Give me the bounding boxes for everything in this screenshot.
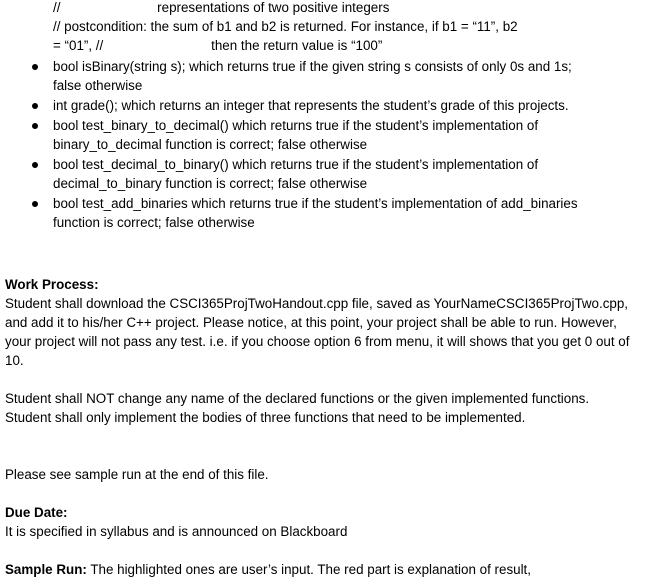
bullet-icon: [32, 123, 38, 129]
bullet-icon: [32, 103, 38, 109]
comment-line: // postcondition: the sum of b1 and b2 is returned. For instance, if b1 = “11”, b2: [53, 19, 518, 34]
sample-run-text: The highlighted ones are user’s input. The red part is explanation of result,: [86, 562, 531, 577]
work-process-paragraph: Student shall download the CSCI365ProjTwoHandout.cpp file, saved as YourNameCSCI365ProjTwo.cpp, and add it to his/her C++ project. Please notice, at this point, your project shall be able to run. However, your project will not pass any test. i.e. if you choose option 6 from menu, it will shows that you get 0 out of 10.: [5, 296, 630, 368]
due-date-heading: Due Date:: [5, 505, 68, 520]
list-item: int grade(); which returns an integer that represents the student’s grade of this projects.: [0, 96, 593, 115]
comment-line: // representations of two positive integers: [53, 0, 390, 15]
bullet-icon: [32, 64, 38, 70]
list-item: bool isBinary(string s); which returns true if the given string s consists of only 0s and 1s; false otherwise: [0, 57, 593, 95]
comment-line: = “01”, // then the return value is “100”: [53, 38, 383, 53]
list-item: bool test_binary_to_decimal() which returns true if the student’s implementation of binary_to_decimal function is correct; false otherwise: [0, 116, 593, 154]
function-bullet-list: [0, 57, 650, 233]
list-item: bool test_add_binaries which returns true if the student’s implementation of add_binaries function is correct; false otherwise: [0, 194, 593, 232]
bullet-icon: [32, 201, 38, 207]
sample-run-heading: Sample Run:: [5, 562, 87, 577]
sample-run-line: [5, 560, 635, 579]
sample-run-note: Please see sample run at the end of this file.: [5, 467, 269, 482]
work-process-paragraph: Student shall NOT change any name of the declared functions or the given implemented functions. Student shall only implement the bodies of three functions that need to be implemented.: [5, 391, 590, 425]
list-item: bool test_decimal_to_binary() which returns true if the student’s implementation of decimal_to_binary function is correct; false otherwise: [0, 155, 593, 193]
code-comment-block: [53, 0, 643, 55]
work-process-heading: Work Process:: [5, 277, 99, 292]
due-date-text: It is specified in syllabus and is announced on Blackboard: [5, 524, 348, 539]
bullet-icon: [32, 162, 38, 168]
